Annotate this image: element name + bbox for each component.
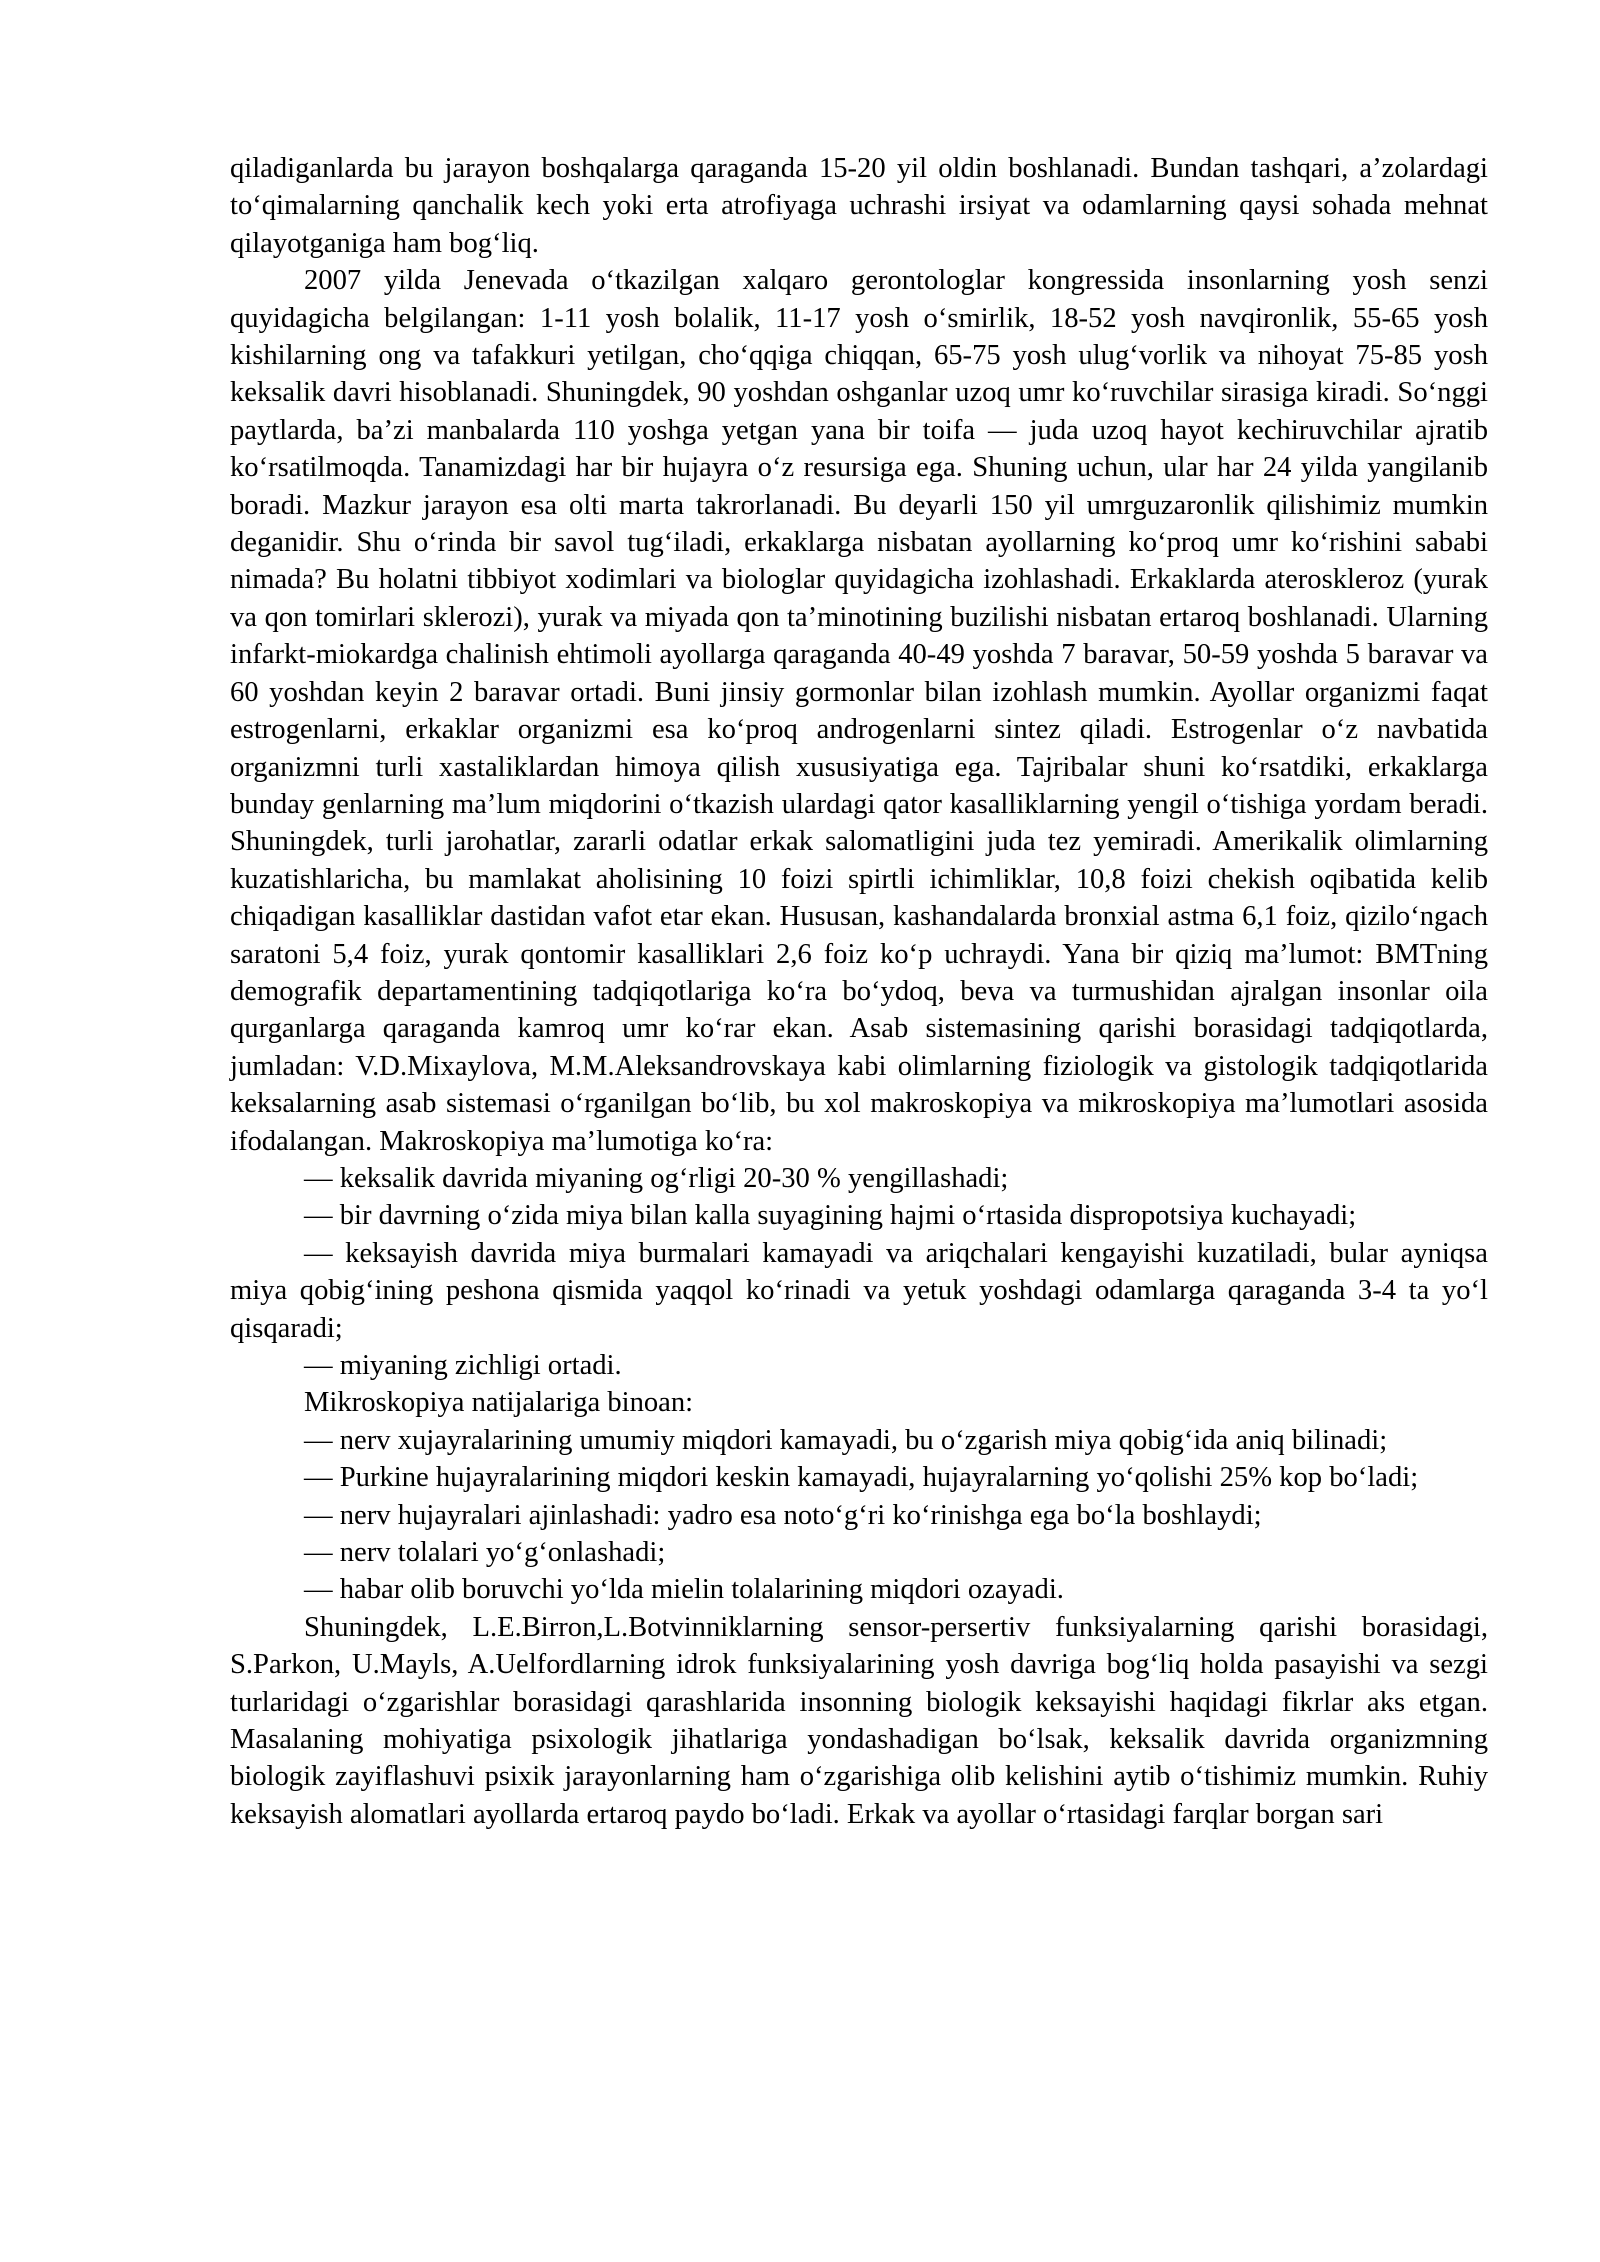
paragraph-microscopy-intro: Mikroskopiya natijalariga binoan:: [304, 1387, 694, 1419]
list-item-myelin: — habar olib boruvchi yo‘lda mielin tolalarining miqdori ozayadi.: [304, 1574, 1064, 1606]
list-item-brain-folds: — keksayish davrida miya burmalari kamayadi va ariqchalari kengayishi kuzatiladi, bular ayniqsa miya qobig‘ining peshona qismida yaqqol ko‘rinadi va yetuk yoshdagi odamlarga qaraganda 3-4 ta yo‘l qisqaradi;: [230, 1237, 1488, 1344]
list-item-disproportion: — bir davrning o‘zida miya bilan kalla suyagining hajmi o‘rtasida dispropotsiya kuchayadi;: [304, 1200, 1357, 1232]
list-item-purkinje: — Purkine hujayralarining miqdori keskin kamayadi, hujayralarning yo‘qolishi 25% kop bo‘ladi;: [304, 1462, 1419, 1494]
paragraph-psychological-aging: Shuningdek, L.E.Birron,L.Botvinniklarning sensor-persertiv funksiyalarning qarishi borasidagi, S.Parkon, U.Mayls, A.Uelfordlarning idrok funksiyalarining yosh davriga bog‘liq holda pasayishi va sezgi turlaridagi o‘zgarishlar borasidagi qarashlarida insonning biologik keksayishi haqidagi fikrlar aks etgan. Masalaning mohiyatiga psixologik jihatlariga yondashadigan bo‘lsak, keksalik davrida organizmning biologik zayiflashuvi psixik jarayonlarning ham o‘zgarishiga olib kelishini aytib o‘tishimiz mumkin. Ruhiy keksayish alomatlari ayollarda ertaroq paydo bo‘ladi. Erkak va ayollar o‘rtasidagi farqlar borgan sari: [230, 1611, 1488, 1830]
list-item-nerve-cells: — nerv xujayralarining umumiy miqdori kamayadi, bu o‘zgarish miya qobig‘ida aniq bilinadi;: [304, 1424, 1388, 1456]
list-item-brain-weight: — keksalik davrida miyaning og‘rligi 20-30 % yengillashadi;: [304, 1162, 1009, 1194]
document-body: [230, 150, 1488, 1833]
paragraph-continuation: qiladiganlarda bu jarayon boshqalarga qaraganda 15-20 yil oldin boshlanadi. Bundan tashqari, a’zolardagi to‘qimalarning qanchalik kech yoki erta atrofiyaga uchrashi irsiyat va odamlarning qaysi sohada mehnat qilayotganiga ham bog‘liq.: [230, 153, 1488, 259]
list-item-wrinkling: — nerv hujayralari ajinlashadi: yadro esa noto‘g‘ri ko‘rinishga ega bo‘la boshlaydi;: [304, 1499, 1262, 1531]
list-item-fibers: — nerv tolalari yo‘g‘onlashadi;: [304, 1537, 666, 1569]
paragraph-gerontology-congress: 2007 yilda Jenevada o‘tkazilgan xalqaro gerontologlar kongressida insonlarning yosh senzi quyidagicha belgilangan: 1-11 yosh bolalik, 11-17 yosh o‘smirlik, 18-52 yosh navqironlik, 55-65 yosh kishilarning ong va tafakkuri yetilgan, cho‘qqiga chiqqan, 65-75 yosh ulug‘vorlik va nihoyat 75-85 yosh keksalik davri hisoblanadi. Shuningdek, 90 yoshdan oshganlar uzoq umr ko‘ruvchilar sirasiga kiradi. So‘nggi paytlarda, ba’zi manbalarda 110 yoshga yetgan yana bir toifa — juda uzoq hayot kechiruvchilar ajratib ko‘rsatilmoqda. Tanamizdagi har bir hujayra o‘z resursiga ega. Shuning uchun, ular har 24 yilda yangilanib boradi. Mazkur jarayon esa olti marta takrorlanadi. Bu deyarli 150 yil umrguzaronlik qilishimiz mumkin deganidir. Shu o‘rinda bir savol tug‘iladi, erkaklarga nisbatan ayollarning ko‘proq umr ko‘rishini sababi nimada? Bu holatni tibbiyot xodimlari va biologlar quyidagicha izohlashadi. Erkaklarda ateroskleroz (yurak va qon tomirlari sklerozi), yurak va miyada qon ta’minotining buzilishi nisbatan ertaroq boshlanadi. Ularning infarkt-miokardga chalinish ehtimoli ayollarga qaraganda 40-49 yoshda 7 baravar, 50-59 yoshda 5 baravar va 60 yoshdan keyin 2 baravar ortadi. Buni jinsiy gormonlar bilan izohlash mumkin. Ayollar organizmi faqat estrogenlarni, erkaklar organizmi esa ko‘proq androgenlarni sintez qiladi. Estrogenlar o‘z navbatida organizmni turli xastaliklardan himoya qilish xususiyatiga ega. Tajribalar shuni ko‘rsatdiki, erkaklarga bunday genlarning ma’lum miqdorini o‘tkazish ulardagi qator kasalliklarning yengil o‘tishiga yordam beradi. Shuningdek, turli jarohatlar, zararli odatlar erkak salomatligini juda tez yemiradi. Amerikalik olimlarning kuzatishlaricha, bu mamlakat aholisining 10 foizi spirtli ichimliklar, 10,8 foizi chekish oqibatida kelib chiqadigan kasalliklar dastidan vafot etar ekan. Hususan, kashandalarda bronxial astma 6,1 foiz, qizilo‘ngach saratoni 5,4 foiz, yurak qontomir kasalliklari 2,6 foiz ko‘p uchraydi. Yana bir qiziq ma’lumot: BMTning demografik departamentining tadqiqotlariga ko‘ra bo‘ydoq, beva va turmushidan ajralgan insonlar oila qurganlarga qaraganda kamroq umr ko‘rar ekan. Asab sistemasining qarishi borasidagi tadqiqotlarda, jumladan: V.D.Mixaylova, M.M.Aleksandrovskaya kabi olimlarning fiziologik va gistologik tadqiqotlarida keksalarning asab sistemasi o‘rganilgan bo‘lib, bu xol makroskopiya va mikroskopiya ma’lumotlari asosida ifodalangan. Makroskopiya ma’lumotiga ko‘ra:: [230, 265, 1488, 1157]
list-item-brain-density: — miyaning zichligi ortadi.: [304, 1350, 622, 1381]
